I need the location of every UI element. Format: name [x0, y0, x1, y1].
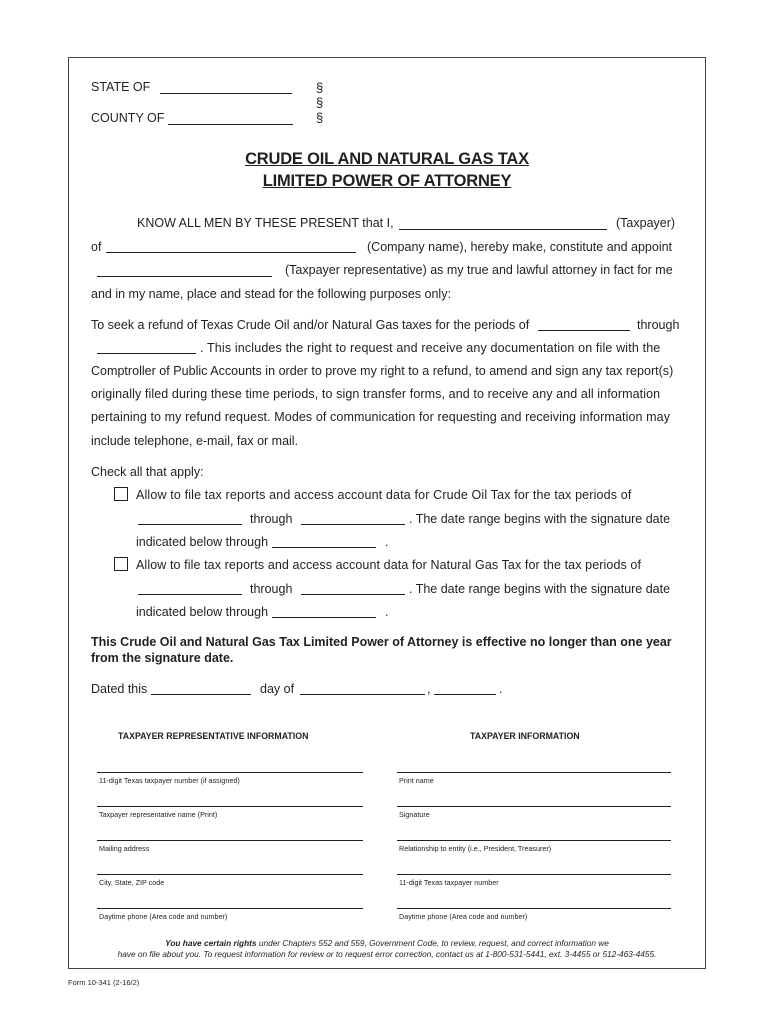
dated-label: Dated this	[91, 682, 148, 696]
rep-taxpayer-number-line[interactable]	[97, 772, 363, 773]
month-field[interactable]	[300, 694, 425, 695]
county-label: COUNTY OF	[91, 111, 165, 125]
rep-name-line[interactable]	[97, 806, 363, 807]
tp-taxpayer-number-line[interactable]	[397, 874, 671, 875]
rep-city-line[interactable]	[97, 874, 363, 875]
field-label: City, State, ZIP code	[99, 878, 165, 887]
company-label: (Company name), hereby make, constitute and appoint	[367, 240, 673, 254]
effective-notice: This Crude Oil and Natural Gas Tax Limited Power of Attorney is effective no longer than one year	[91, 635, 672, 649]
refund-text: pertaining to my refund request. Modes of communication for requesting and receiving information may	[91, 410, 671, 424]
crude-through-field[interactable]	[272, 547, 376, 548]
period-mark: .	[385, 605, 389, 619]
natgas-period-end-field[interactable]	[301, 594, 405, 595]
indicated-text: indicated below through	[136, 535, 269, 549]
period-mark: .	[385, 535, 389, 549]
effective-notice: from the signature date.	[91, 651, 234, 665]
representative-field[interactable]	[97, 276, 272, 277]
field-label: Relationship to entity (i.e., President, Treasurer)	[399, 844, 552, 853]
check-all-label: Check all that apply:	[91, 465, 204, 479]
taxpayer-label: (Taxpayer)	[616, 216, 676, 230]
taxpayer-info-heading: TAXPAYER INFORMATION	[470, 731, 580, 741]
rights-notice-text: have on file about you. To request information for review or to request error correction, contact us at 1-800-531-5441, ext. 3-4455 or 512-463-4455.	[117, 949, 657, 959]
indicated-text: indicated below through	[136, 605, 269, 619]
section-symbol: §	[316, 80, 324, 95]
tp-relationship-line[interactable]	[397, 840, 671, 841]
tp-signature-line[interactable]	[397, 806, 671, 807]
representative-label: (Taxpayer representative) as my true and lawful attorney in fact for me	[285, 263, 673, 277]
comma: ,	[427, 682, 431, 696]
representative-info-heading: TAXPAYER REPRESENTATIVE INFORMATION	[118, 731, 309, 741]
form-title-line1: CRUDE OIL AND NATURAL GAS TAX	[245, 150, 529, 168]
state-field[interactable]	[160, 93, 292, 94]
period-mark: .	[499, 682, 503, 696]
intro-text: and in my name, place and stead for the following purposes only:	[91, 287, 451, 301]
form-number: Form 10-341 (2-16/2)	[68, 978, 140, 987]
rep-phone-line[interactable]	[97, 908, 363, 909]
field-label: Print name	[399, 776, 434, 785]
tp-print-name-line[interactable]	[397, 772, 671, 773]
refund-text: . This includes the right to request and receive any documentation on file with the	[200, 341, 661, 355]
field-label: Signature	[399, 810, 430, 819]
company-name-field[interactable]	[106, 252, 356, 253]
refund-text: Comptroller of Public Accounts in order to prove my right to a refund, to amend and sign any tax report(s)	[91, 364, 674, 378]
taxpayer-name-field[interactable]	[399, 229, 607, 230]
through-label: through	[637, 318, 680, 332]
section-symbol: §	[316, 110, 324, 125]
form-title-line2: LIMITED POWER OF ATTORNEY	[262, 172, 512, 190]
rights-notice-bold: You have certain rights	[165, 938, 257, 948]
tp-phone-line[interactable]	[397, 908, 671, 909]
section-symbol: §	[316, 95, 324, 110]
refund-text: include telephone, e-mail, fax or mail.	[91, 434, 299, 448]
refund-period-start-field[interactable]	[538, 330, 630, 331]
through-label: through	[250, 582, 293, 596]
rights-notice-text: under Chapters 552 and 559, Government Code, to review, request, and correct information we	[256, 938, 609, 948]
crude-oil-checkbox[interactable]	[114, 487, 128, 501]
through-label: through	[250, 512, 293, 526]
day-field[interactable]	[151, 694, 251, 695]
natural-gas-option-text: Allow to file tax reports and access account data for Natural Gas Tax for the tax periods of	[136, 558, 642, 572]
state-label: STATE OF	[91, 80, 151, 94]
field-label: Daytime phone (Area code and number)	[399, 912, 528, 921]
field-label: Mailing address	[99, 844, 150, 853]
day-of-label: day of	[260, 682, 295, 696]
crude-period-end-field[interactable]	[301, 524, 405, 525]
crude-period-start-field[interactable]	[138, 524, 242, 525]
field-label: Taxpayer representative name (Print)	[99, 810, 218, 819]
natural-gas-checkbox[interactable]	[114, 557, 128, 571]
intro-text: KNOW ALL MEN BY THESE PRESENT that I,	[137, 216, 394, 230]
refund-text: originally filed during these time periods, to sign transfer forms, and to receive any and all information	[91, 387, 661, 401]
rights-notice	[68, 938, 706, 960]
date-range-text: . The date range begins with the signature date	[409, 582, 671, 596]
crude-oil-option-text: Allow to file tax reports and access account data for Crude Oil Tax for the tax periods of	[136, 488, 632, 502]
natgas-through-field[interactable]	[272, 617, 376, 618]
field-label: Daytime phone (Area code and number)	[99, 912, 228, 921]
county-field[interactable]	[168, 124, 293, 125]
refund-text: To seek a refund of Texas Crude Oil and/or Natural Gas taxes for the periods of	[91, 318, 530, 332]
refund-period-end-field[interactable]	[97, 353, 196, 354]
date-range-text: . The date range begins with the signature date	[409, 512, 671, 526]
natgas-period-start-field[interactable]	[138, 594, 242, 595]
field-label: 11-digit Texas taxpayer number	[399, 878, 499, 887]
year-field[interactable]	[434, 694, 496, 695]
of-label: of	[91, 240, 102, 254]
field-label: 11-digit Texas taxpayer number (if assigned)	[99, 776, 240, 785]
rep-address-line[interactable]	[97, 840, 363, 841]
